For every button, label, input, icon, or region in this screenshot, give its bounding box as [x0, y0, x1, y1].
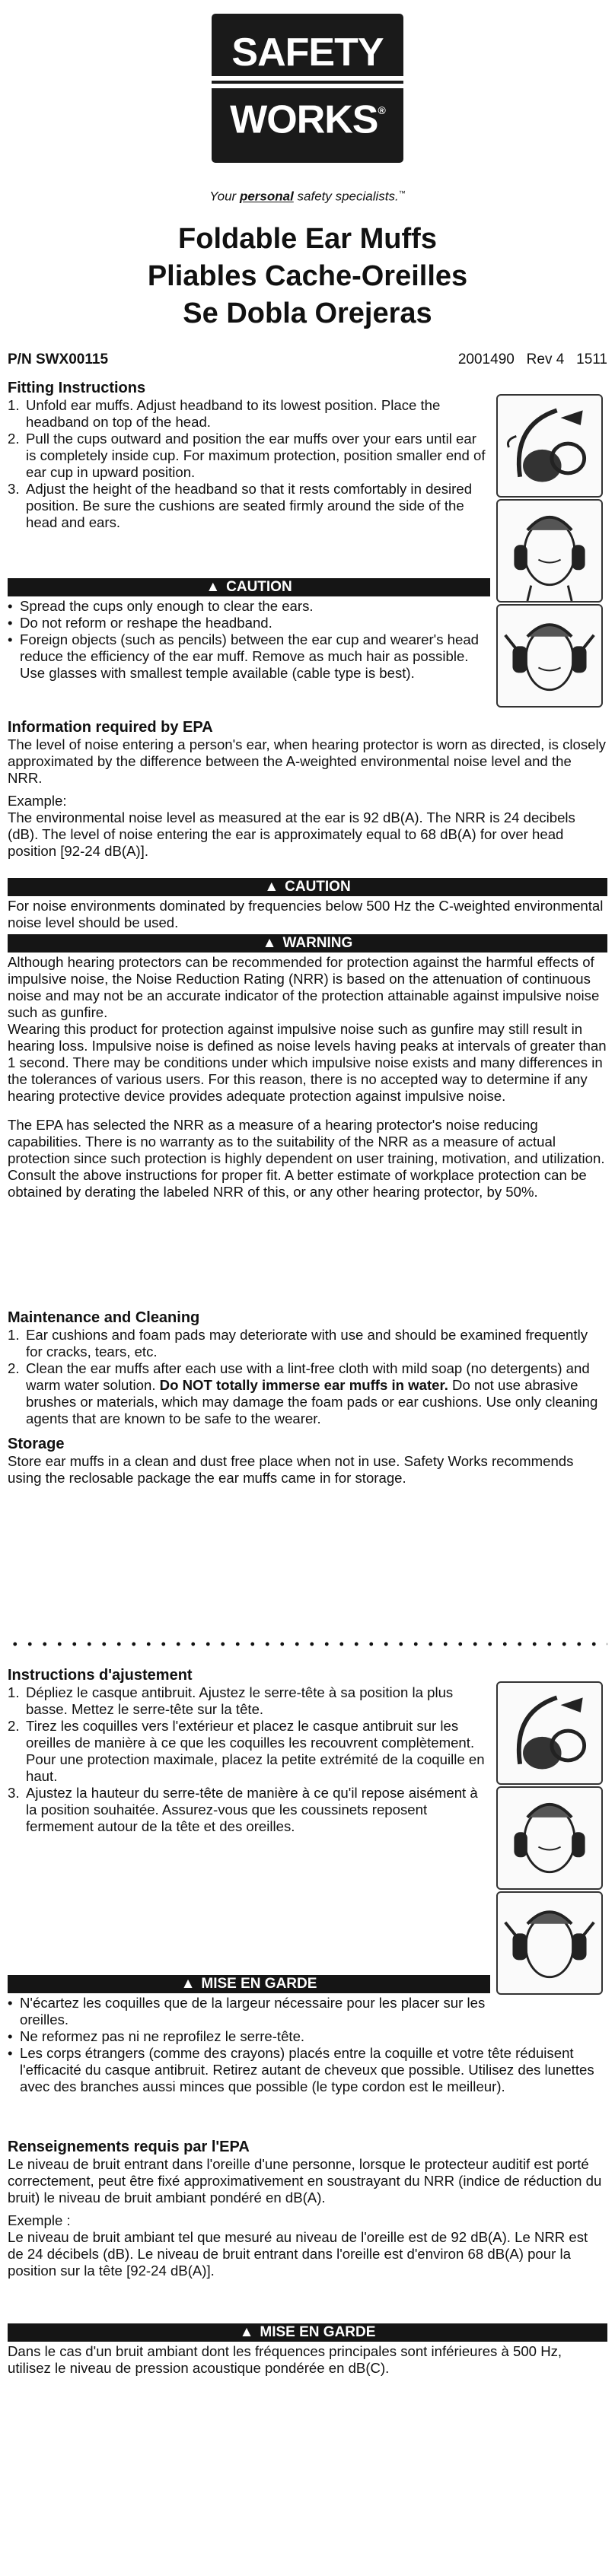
en-storage-text: Store ear muffs in a clean and dust free place when not in use. Safety Works recommends using the reclosable package the ear muffs came in for storage.: [8, 1453, 574, 1486]
earmuff-wearing-illustration: [496, 499, 603, 603]
list-item: • Do not reform or reshape the headband.: [8, 615, 490, 631]
logo-line2: [212, 93, 403, 142]
warning-triangle-icon: ▲: [239, 2324, 254, 2340]
fr-earmuff-wearing-illustration: [496, 1786, 603, 1890]
warning-triangle-icon: ▲: [206, 579, 221, 595]
title-en: Foldable Ear Muffs: [178, 223, 437, 255]
en-epa-heading: Information required by EPA: [8, 719, 213, 736]
fr-fitting-section: [8, 1666, 490, 1835]
fr-caution-bar: [8, 1975, 490, 1993]
part-number-row: [8, 351, 607, 368]
fr-example-label: Exemple :: [8, 2212, 71, 2228]
fr-epa-paragraph: Le niveau de bruit entrant dans l'oreille d'une personne, lorsque le protecteur auditif est porté correctement, peut être fixé approximativement en soustrayant du NRR (indice de réduction du bruit) le niveau de bruit ambiant pondéré en dB(A).: [8, 2156, 602, 2206]
tagline-pre: Your: [209, 189, 240, 204]
list-item: [8, 1785, 490, 1835]
en-epa-paragraph: The level of noise entering a person's ear, when hearing protector is worn as directed, is closely approximated by the difference between the A-weighted environmental noise level and the NRR.: [8, 736, 606, 786]
item-number: 2.: [8, 1360, 20, 1376]
caution-label: CAUTION: [285, 879, 351, 895]
en-maintenance-section: [8, 1309, 607, 1487]
item-text: Clean the ear muffs after each use with a lint-free cloth with mild soap (no detergents) and warm water solution.: [26, 1360, 590, 1393]
dotted-separator: [8, 1641, 607, 1647]
en-epa-section: [8, 718, 607, 860]
logo-line1: SAFETY: [231, 30, 384, 75]
list-item: [8, 1327, 607, 1360]
earmuff-unfold-illustration: [496, 394, 603, 498]
tagline-tm: ™: [398, 189, 406, 197]
en-fit-heading: Fitting Instructions: [8, 380, 146, 396]
en-caution2-text: For noise environments dominated by frequencies below 500 Hz the C-weighted environmental noise level should be used.: [8, 898, 604, 930]
title-es: Se Dobla Orejeras: [183, 297, 432, 329]
item-number: 2.: [8, 431, 20, 447]
item-text: Pull the cups outward and position the ear muffs over your ears until ear is completely inside cup. For maximum protection, position smaller end of ear cup in upward position.: [26, 431, 486, 480]
item-number: 3.: [8, 1785, 20, 1801]
en-warning-bar: [8, 934, 607, 952]
fr-earmuff-unfold-illustration: [496, 1681, 603, 1785]
item-number: 1.: [8, 397, 20, 413]
product-title: [0, 221, 615, 332]
revision-info: 2001490 Rev 4 1511: [457, 351, 607, 367]
list-item: [8, 481, 490, 531]
fr-epa-heading: Renseignements requis par l'EPA: [8, 2139, 250, 2155]
en-warning-paragraph2: Wearing this product for protection against impulsive noise such as gunfire may still result in hearing loss. Impulsive noise is defined as noise levels having peaks at intervals of greater than 1 second. There may be conditions under which impulsive noise exists and many differences in the tolerances of various users. For this reason, there is no accepted way to determine if any hearing protective device provides adequate protection against impulsive noise.: [8, 1021, 607, 1104]
en-epa-paragraph2: The EPA has selected the NRR as a measure of a hearing protector's noise reducing capabilities. There is no warranty as to the suitability of the NRR as a measure of actual protection since such protection is highly dependent on user training, motivation, and utilization. Consult the above instructions for proper fit. A better estimate of workplace protection can be obtained by derating the labeled NRR of this, or any other hearing protector, by 50%.: [8, 1117, 605, 1200]
item-text: Ear cushions and foam pads may deteriorate with use and should be examined frequently for cracks, tears, etc.: [26, 1327, 588, 1360]
list-item: [8, 1718, 490, 1785]
list-item: • N'écartez les coquilles que de la largeur nécessaire pour les placer sur les oreilles.: [8, 1995, 490, 2028]
item-number: 2.: [8, 1718, 20, 1734]
fr-fit-heading: Instructions d'ajustement: [8, 1667, 193, 1684]
fr-example-text: Le niveau de bruit ambiant tel que mesuré au niveau de l'oreille est de 92 dB(A). Le NRR est de 24 décibels (dB). Le niveau de bruit entrant dans l'oreille est d'environ 68 dB(A) pour la position sur la tête [92-24 dB(A)].: [8, 2229, 588, 2279]
item-text: Ajustez la hauteur du serre-tête de manière à ce qu'il repose aisément à la position souhaitée. Assurez-vous que les coussinets reposent fermement autour de la tête et des oreilles.: [26, 1785, 478, 1834]
en-fitting-section: [8, 379, 490, 531]
item-number: 1.: [8, 1684, 20, 1700]
list-item: • Les corps étrangers (comme des crayons) placés entre la coquille et votre tête réduisent l'efficacité du casque antibruit. Retirez autant de cheveux que possible. Utilisez des lunettes avec des branches aussi minces que possible (le type cordon est le meilleur).: [8, 2045, 607, 2095]
en-warning-section: [8, 954, 607, 1201]
en-caution2-bar: [8, 878, 607, 896]
tagline: [0, 185, 615, 205]
fr-earmuff-adjust-illustration: [496, 1891, 603, 1995]
caution-label: MISE EN GARDE: [201, 1976, 317, 1992]
item-text-bold: Do NOT totally immerse ear muffs in water.: [159, 1377, 448, 1393]
en-caution-list: [8, 598, 490, 682]
list-item: • Foreign objects (such as pencils) between the ear cup and wearer's head reduce the efficiency of the ear muff. Remove as much hair as possible. Use glasses with smallest temple available (cable type is best).: [8, 631, 490, 682]
logo-stripe: [212, 76, 403, 88]
item-text: Tirez les coquilles vers l'extérieur et placez le casque antibruit sur les oreilles de manière à ce que les coquilles les recouvrent complètement. Pour une protection maximale, placez la petite extrémité de la coquille en haut.: [26, 1718, 485, 1784]
list-item: [8, 431, 490, 481]
fr-epa-section: [8, 2138, 607, 2279]
item-text: Do not use abrasive brushes or materials, which may damage the foam pads or ear cushions. Use only cleaning agents that are known to be safe to the wearer.: [26, 1377, 598, 1426]
item-number: 1.: [8, 1327, 20, 1343]
caution-label: MISE EN GARDE: [260, 2324, 376, 2340]
logo-line2-text: WORKS: [230, 97, 378, 142]
title-fr: Pliables Cache-Oreilles: [147, 260, 468, 292]
tagline-emph: personal: [239, 189, 294, 204]
en-storage-heading: Storage: [8, 1436, 65, 1452]
en-warning-paragraph: Although hearing protectors can be recommended for protection against the harmful effects of impulsive noise, the Noise Reduction Rating (NRR) is based on the attenuation of continuous noise and may not be an accurate indicator of the protection attainable against impulsive noise such as gunfire.: [8, 954, 600, 1020]
safety-works-logo: [212, 14, 403, 163]
en-maint-heading: Maintenance and Cleaning: [8, 1309, 200, 1326]
fr-caution2-text: Dans le cas d'un bruit ambiant dont les fréquences principales sont inférieures à 500 Hz, utilisez le niveau de pression acoustique pondérée en dB(C).: [8, 2343, 562, 2376]
en-example-text: The environmental noise level as measured at the ear is 92 dB(A). The NRR is 24 decibels (dB). The level of noise entering the ear is approximately equal to 68 dB(A) for over head position [92-24 dB(A)].: [8, 809, 575, 859]
list-item: [8, 1360, 607, 1427]
warning-triangle-icon: ▲: [264, 879, 279, 895]
caution-label: CAUTION: [226, 579, 292, 595]
item-text: Adjust the height of the headband so that it rests comfortably in desired position. Be sure the cushions are seated firmly around the side of the head and ears.: [26, 481, 473, 530]
list-item: • Ne reformez pas ni ne reprofilez le serre-tête.: [8, 2028, 607, 2045]
en-caution-bar: [8, 578, 490, 596]
tagline-post: safety specialists.: [293, 189, 399, 204]
item-text: Dépliez le casque antibruit. Ajustez le serre-tête à sa position la plus basse. Mettez le serre-tête sur la tête.: [26, 1684, 454, 1717]
item-number: 3.: [8, 481, 20, 497]
warning-triangle-icon: ▲: [180, 1976, 196, 1992]
item-text: Unfold ear muffs. Adjust headband to its lowest position. Place the headband on top of the head.: [26, 397, 441, 430]
en-fit-list: [8, 397, 490, 531]
fr-caution-list: [8, 1995, 607, 2095]
list-item: [8, 1684, 490, 1718]
en-example-label: Example:: [8, 793, 67, 809]
list-item: [8, 397, 490, 431]
earmuff-adjust-illustration: [496, 604, 603, 708]
logo-registered-mark: ®: [378, 104, 385, 116]
warning-triangle-icon: ▲: [262, 935, 277, 951]
list-item: • Spread the cups only enough to clear the ears.: [8, 598, 490, 615]
part-number: P/N SWX00115: [8, 351, 109, 367]
warning-label: WARNING: [282, 935, 353, 951]
fr-caution2-bar: [8, 2323, 607, 2342]
